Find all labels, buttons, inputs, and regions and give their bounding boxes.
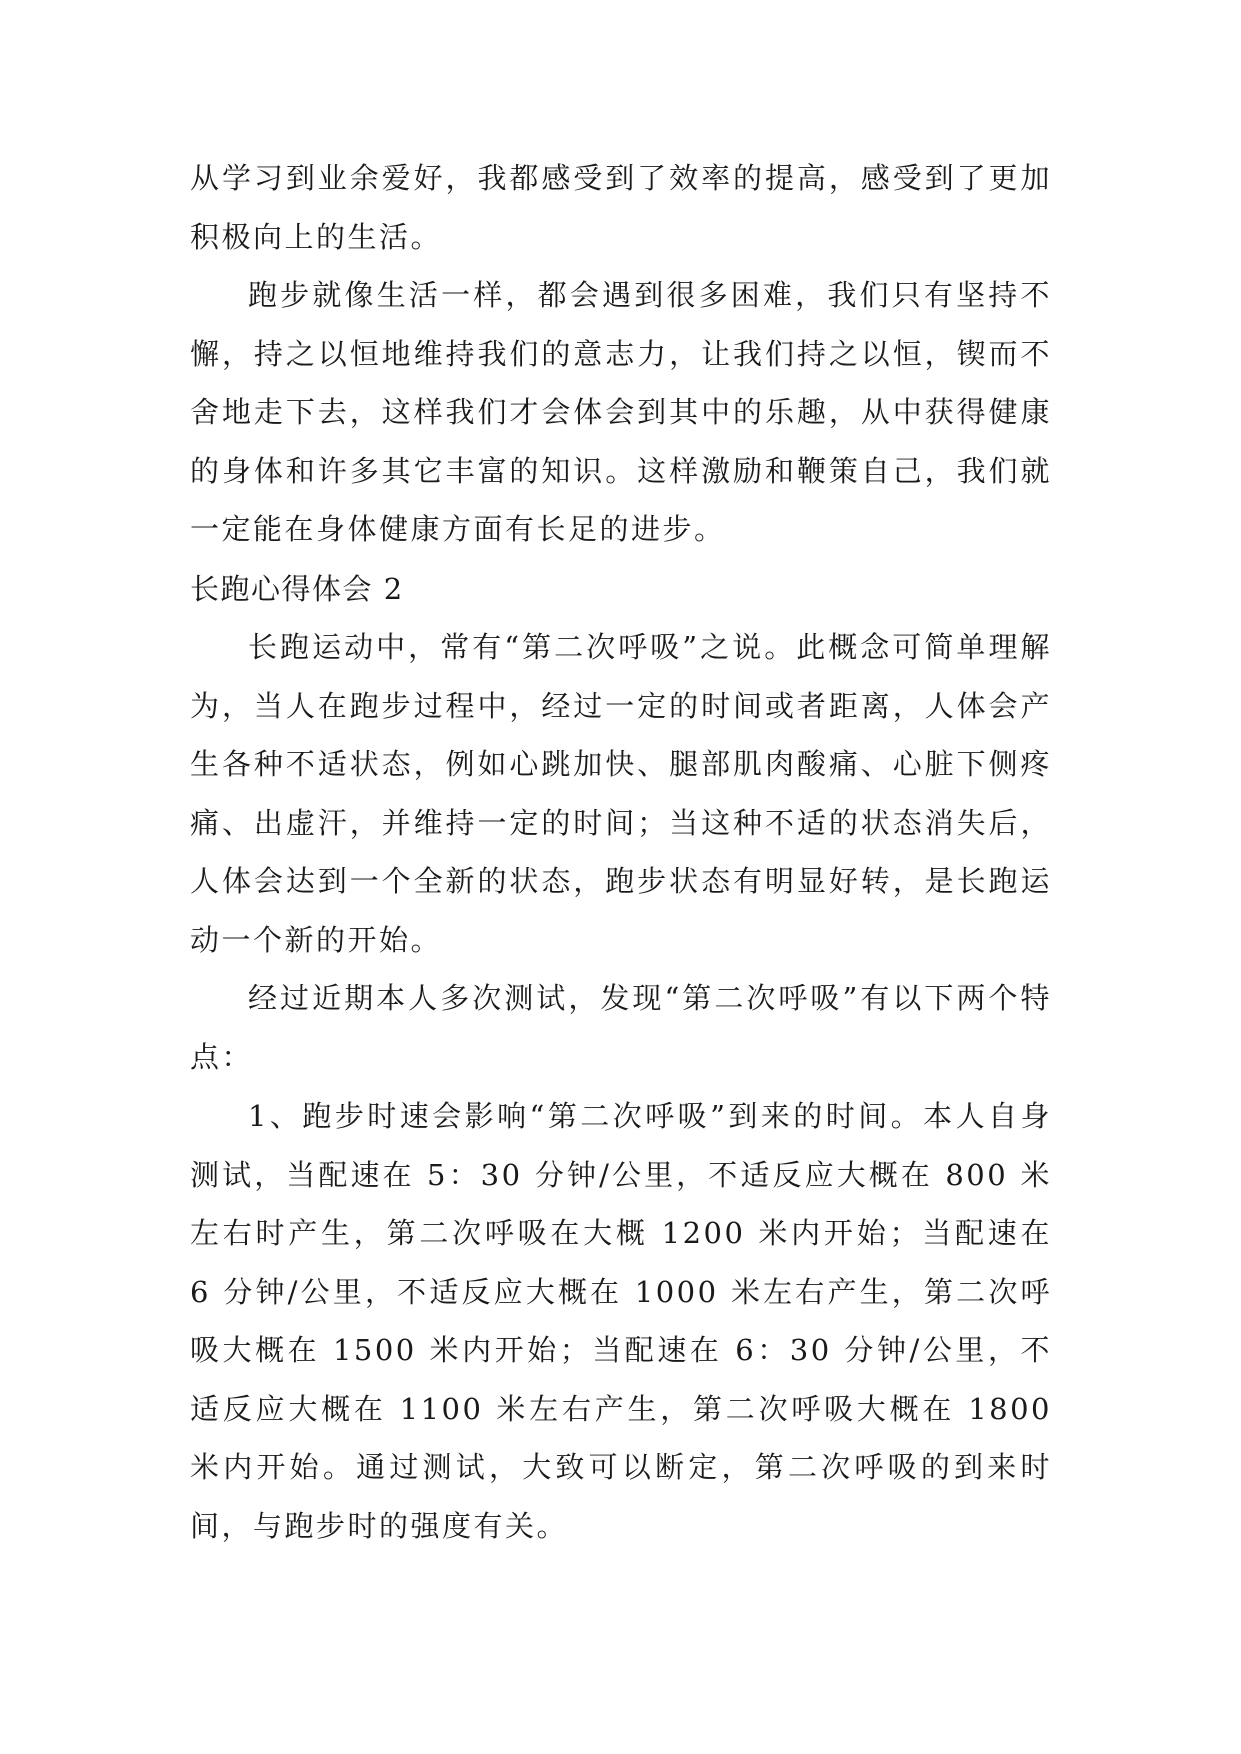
paragraph-continuation: 从学习到业余爱好，我都感受到了效率的提高，感受到了更加积极向上的生活。 xyxy=(190,161,1052,254)
paragraph-running-like-life: 跑步就像生活一样，都会遇到很多困难，我们只有坚持不懈，持之以恒地维持我们的意志力，让我们持之以恒，锲而不舍地走下去，这样我们才会体会到其中的乐趣，从中获得健康的身体和许多其它丰富的知识。这样激励和鞭策自己，我们就一定能在身体健康方面有长足的进步。 xyxy=(190,278,1052,546)
section-heading: 长跑心得体会 2 xyxy=(190,572,404,606)
paragraph-point-1: 1、跑步时速会影响“第二次呼吸”到来的时间。本人自身测试，当配速在 5：30 分钟/公里，不适反应大概在 800 米左右时产生，第二次呼吸在大概 1200 米内开始；当配速在 6 分钟/公里，不适反应大概在 1000 米左右产生，第二次呼吸大概在 1500 米内开始；当配速在 6：30 分钟/公里，不适反应大概在 1100 米左右产生，第二次呼吸大概在 1800 米内开始。通过测试，大致可以断定，第二次呼吸的到来时间，与跑步时的强度有关。 xyxy=(190,1099,1052,1543)
paragraph-tests: 经过近期本人多次测试，发现“第二次呼吸”有以下两个特点： xyxy=(190,981,1052,1074)
paragraph-second-breath: 长跑运动中，常有“第二次呼吸”之说。此概念可简单理解为，当人在跑步过程中，经过一定的时间或者距离，人体会产生各种不适状态，例如心跳加快、腿部肌肉酸痛、心脏下侧疼痛、出虚汗，并维持一定的时间；当这种不适的状态消失后，人体会达到一个全新的状态，跑步状态有明显好转，是长跑运动一个新的开始。 xyxy=(190,630,1052,957)
